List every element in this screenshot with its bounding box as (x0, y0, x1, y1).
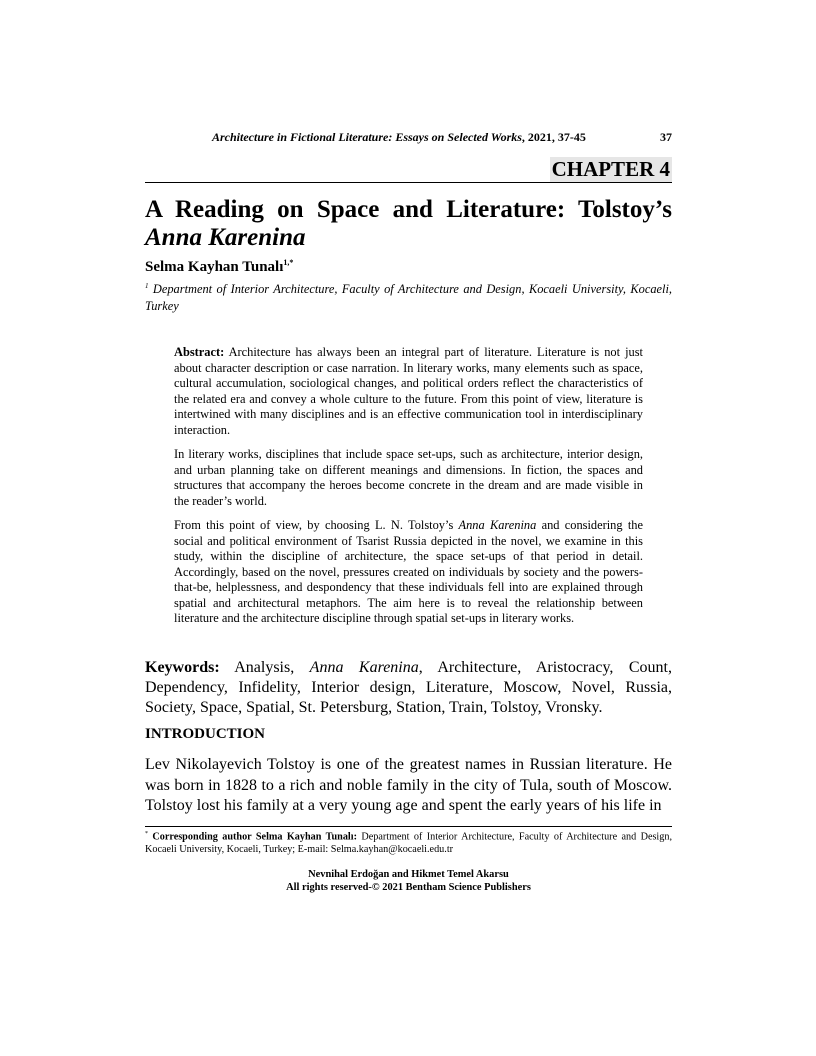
keywords-book-title: Anna Karenina (309, 659, 419, 676)
abstract-text-1: Architecture has always been an integral part of literature. Literature is not just about character description or case narration. In literary works, many elements such as space, cultural accumulation, sociological changes, and political orders reflect the characteristics of the related era and convey a whole culture to the future. From this point of view, literature is intertwined with many disciplines and is an effective communication tool in interdisciplinary interaction. (174, 345, 643, 437)
affiliation-mark: 1 (145, 282, 149, 290)
footnote-rule (145, 826, 672, 827)
footnote-mark: * (145, 831, 148, 837)
journal-title: Architecture in Fictional Literature: Essays on Selected Works (212, 130, 522, 144)
keywords-label: Keywords: (145, 659, 220, 676)
introduction-heading: INTRODUCTION (145, 726, 266, 742)
affiliation-text: Department of Interior Architecture, Faculty of Architecture and Design, Kocaeli University, Kocaeli, Turkey (145, 282, 672, 314)
footnote-text: Department of Interior Architecture, Faculty of Architecture and Design, Kocaeli University, Kocaeli, Turkey; E-mail: Selma.kayhan@kocaeli.edu.tr (145, 831, 672, 856)
title-line-1: A Reading on Space and Literature: Tolstoy’s (145, 196, 672, 223)
header-rule (145, 182, 672, 183)
author-marks: 1,* (283, 258, 294, 267)
keywords-text-a: Analysis, (219, 659, 310, 676)
introduction-text: Lev Nikolayevich Tolstoy is one of the greatest names in Russian literature. He was born in 1828 to a rich and noble family in the city of Tula, south of Moscow. Tolstoy lost his family at a very young age and spent the early years of his life in (145, 756, 672, 814)
abstract-paragraph-3 (174, 518, 643, 627)
author (145, 258, 293, 276)
page-number: 37 (660, 130, 672, 144)
author-name: Selma Kayhan Tunalı (145, 259, 284, 275)
editors-names: Nevnihal Erdoğan and Hikmet Temel Akarsu (308, 869, 509, 880)
affiliation (145, 278, 672, 315)
abstract (174, 345, 643, 636)
keywords (145, 658, 672, 718)
footnote (145, 828, 672, 856)
paper-title (145, 196, 672, 252)
running-title (212, 130, 586, 145)
abstract-text-3a: From this point of view, by choosing L. N. Tolstoy’s (174, 518, 459, 532)
abstract-label: Abstract: (174, 345, 225, 359)
editors-block (145, 868, 672, 894)
abstract-text-3b: and considering the social and political environment of Tsarist Russia depicted in the novel, we examine in this study, within the discipline of architecture, the space set-ups of that period in detail. Accordingly, based on the novel, pressures created on individuals by society and the powers-that-be, helplessness, and despondency that these individuals fell into are explained through spatial and architectural metaphors. The aim here is to reveal the relationship between literature and the architecture discipline through spatial set-ups in literary works. (174, 518, 643, 625)
keywords-text-b: , Architecture, Aristocracy, Count, Dependency, Infidelity, Interior design, Literature, Moscow, Novel, Russia, Society, Space, Spatial, St. Petersburg, Station, Train, Tolstoy, Vronsky. (145, 659, 672, 716)
abstract-paragraph-1 (174, 345, 643, 438)
copyright: All rights reserved-© 2021 Bentham Science Publishers (286, 882, 531, 893)
chapter-label: CHAPTER 4 (551, 157, 670, 181)
abstract-paragraph-2: In literary works, disciplines that include space set-ups, such as architecture, interior design, and urban planning take on different meanings and dimensions. In fiction, the spaces and structures that accompany the heroes become concrete in the dream and are made visible in the reader’s world. (174, 447, 643, 508)
abstract-book-title: Anna Karenina (458, 518, 537, 532)
footnote-label: Corresponding author Selma Kayhan Tunalı: (148, 831, 357, 843)
title-line-2: Anna Karenina (145, 224, 306, 251)
running-meta: , 2021, 37-45 (521, 130, 586, 144)
